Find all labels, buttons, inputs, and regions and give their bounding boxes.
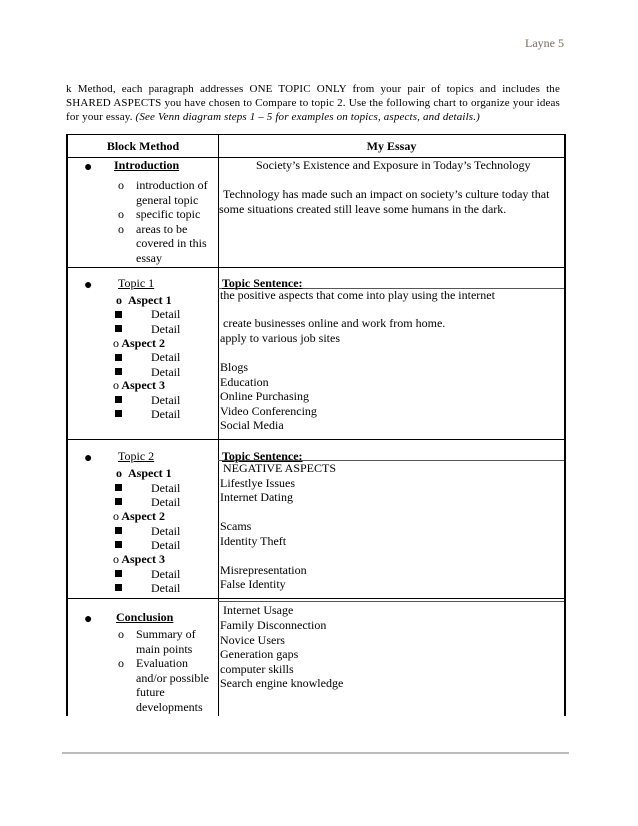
intro-paragraph [66, 82, 560, 124]
square-bullet [115, 484, 122, 491]
bullet: ● [84, 160, 93, 175]
topic1-aspect-3: o Aspect 3 [113, 378, 166, 392]
intro-item: essay [136, 250, 162, 265]
block-method-table [66, 134, 566, 716]
row-separator [68, 598, 564, 599]
detail: Detail [151, 523, 181, 538]
conclusion-essay-line: computer skills [220, 661, 294, 676]
detail: Detail [151, 581, 181, 595]
detail: Detail [151, 566, 181, 581]
conclusion-title: Conclusion [116, 610, 174, 624]
topic2-aspect-1: o Aspect 1 [116, 466, 172, 480]
intro-item: covered in this [136, 236, 207, 250]
square-bullet [115, 527, 122, 534]
conclusion-essay-line: Internet Usage [223, 603, 294, 617]
detail: Detail [151, 364, 181, 379]
square-bullet [115, 396, 122, 403]
circle-bullet: o [118, 178, 124, 192]
square-bullet [115, 311, 122, 318]
conclusion-item: Evaluation [136, 656, 188, 670]
topic2-aspect-3: o Aspect 3 [113, 552, 166, 566]
detail: Detail [151, 350, 181, 364]
conclusion-essay-line: Family Disconnection [220, 618, 327, 632]
conclusion-essay-line: Generation gaps [220, 647, 299, 661]
topic1-aspect-2: o Aspect 2 [113, 336, 166, 350]
topic2-aspect-2: o Aspect 2 [113, 509, 166, 523]
topic2-sentence-heading: Topic Sentence: [222, 449, 303, 463]
square-bullet [115, 368, 122, 375]
bullet: ● [84, 451, 93, 466]
circle-bullet: o [118, 656, 124, 670]
detail: Detail [151, 307, 181, 321]
conclusion-item: Summary of [136, 627, 196, 641]
detail: Detail [151, 321, 181, 336]
detail: Detail [151, 392, 181, 407]
topic2-essay-line: NEGATIVE ASPECTS [223, 461, 337, 475]
column-divider [218, 156, 219, 716]
intro-text: k Method, each paragraph addresses ONE TOPIC ONLY from your pair of topics and includes the SHARED ASPECTS you have chosen to Compare to topic 2. Use the following chart to organize your ideas for your essay. [66, 83, 560, 123]
inner-separator [218, 601, 564, 602]
topic1-essay-line: Blogs [220, 360, 249, 374]
intro-item: introduction of [136, 178, 208, 192]
square-bullet [115, 325, 122, 332]
bullet: ● [84, 612, 93, 627]
conclusion-essay-line: Novice Users [220, 632, 285, 647]
topic1-essay-line: apply to various job sites [220, 331, 340, 345]
topic1-aspect-1: o Aspect 1 [116, 293, 172, 307]
topic2-title: Topic 2 [118, 449, 155, 463]
topic2-essay-line: Identity Theft [220, 533, 287, 548]
topic1-essay-line: Online Purchasing [220, 389, 309, 403]
topic2-essay-line: Internet Dating [220, 490, 293, 504]
topic2-essay-line: Scams [220, 519, 252, 533]
intro-item: general topic [136, 192, 199, 207]
row-separator [68, 267, 564, 268]
topic1-essay-line: the positive aspects that come into play using the internet [220, 288, 495, 302]
row-separator [68, 439, 564, 440]
conclusion-item: developments [136, 699, 203, 714]
topic1-essay-line: Education [220, 374, 269, 389]
square-bullet [115, 410, 122, 417]
footer-rule [62, 752, 569, 754]
topic1-title: Topic 1 [118, 276, 155, 290]
topic1-essay-line: Video Conferencing [220, 403, 317, 418]
conclusion-item: future [136, 685, 165, 699]
header-my-essay: My Essay [218, 135, 564, 157]
intro-essay-line: some situations created still leave some humans in the dark. [219, 201, 507, 216]
detail: Detail [151, 407, 181, 421]
intro-essay-title: Society’s Existence and Exposure in Today’s Technology [256, 158, 531, 172]
circle-bullet: o [118, 221, 124, 236]
square-bullet [115, 584, 122, 591]
topic2-essay-line: Lifestlye Issues [220, 475, 295, 490]
topic2-essay-line: False Identity [220, 577, 286, 591]
intro-essay-line: Technology has made such an impact on society’s culture today that [223, 187, 550, 201]
intro-item: specific topic [136, 207, 201, 221]
circle-bullet: o [118, 207, 124, 221]
conclusion-item: main points [136, 641, 193, 656]
topic1-essay-line: create businesses online and work from home. [223, 316, 446, 330]
conclusion-essay-line: Search engine knowledge [220, 676, 344, 690]
topic2-essay-line: Misrepresentation [220, 562, 307, 577]
intro-note: (See Venn diagram steps 1 – 5 for examples on topics, aspects, and details.) [135, 111, 480, 123]
conclusion-item: and/or possible [136, 670, 209, 685]
square-bullet [115, 498, 122, 505]
topic1-sentence-heading: Topic Sentence: [222, 276, 303, 290]
intro-title: Introduction [114, 158, 180, 172]
table-header-row [68, 134, 564, 158]
topic1-essay-line: Social Media [220, 418, 284, 432]
square-bullet [115, 354, 122, 361]
header-block-method: Block Method [106, 139, 180, 153]
square-bullet [115, 570, 122, 577]
detail: Detail [151, 495, 181, 509]
detail: Detail [151, 480, 181, 495]
circle-bullet: o [118, 627, 124, 641]
square-bullet [115, 541, 122, 548]
intro-item: areas to be [136, 221, 188, 236]
page-header-author: Layne 5 [525, 36, 564, 50]
detail: Detail [151, 538, 181, 552]
bullet: ● [84, 278, 93, 293]
